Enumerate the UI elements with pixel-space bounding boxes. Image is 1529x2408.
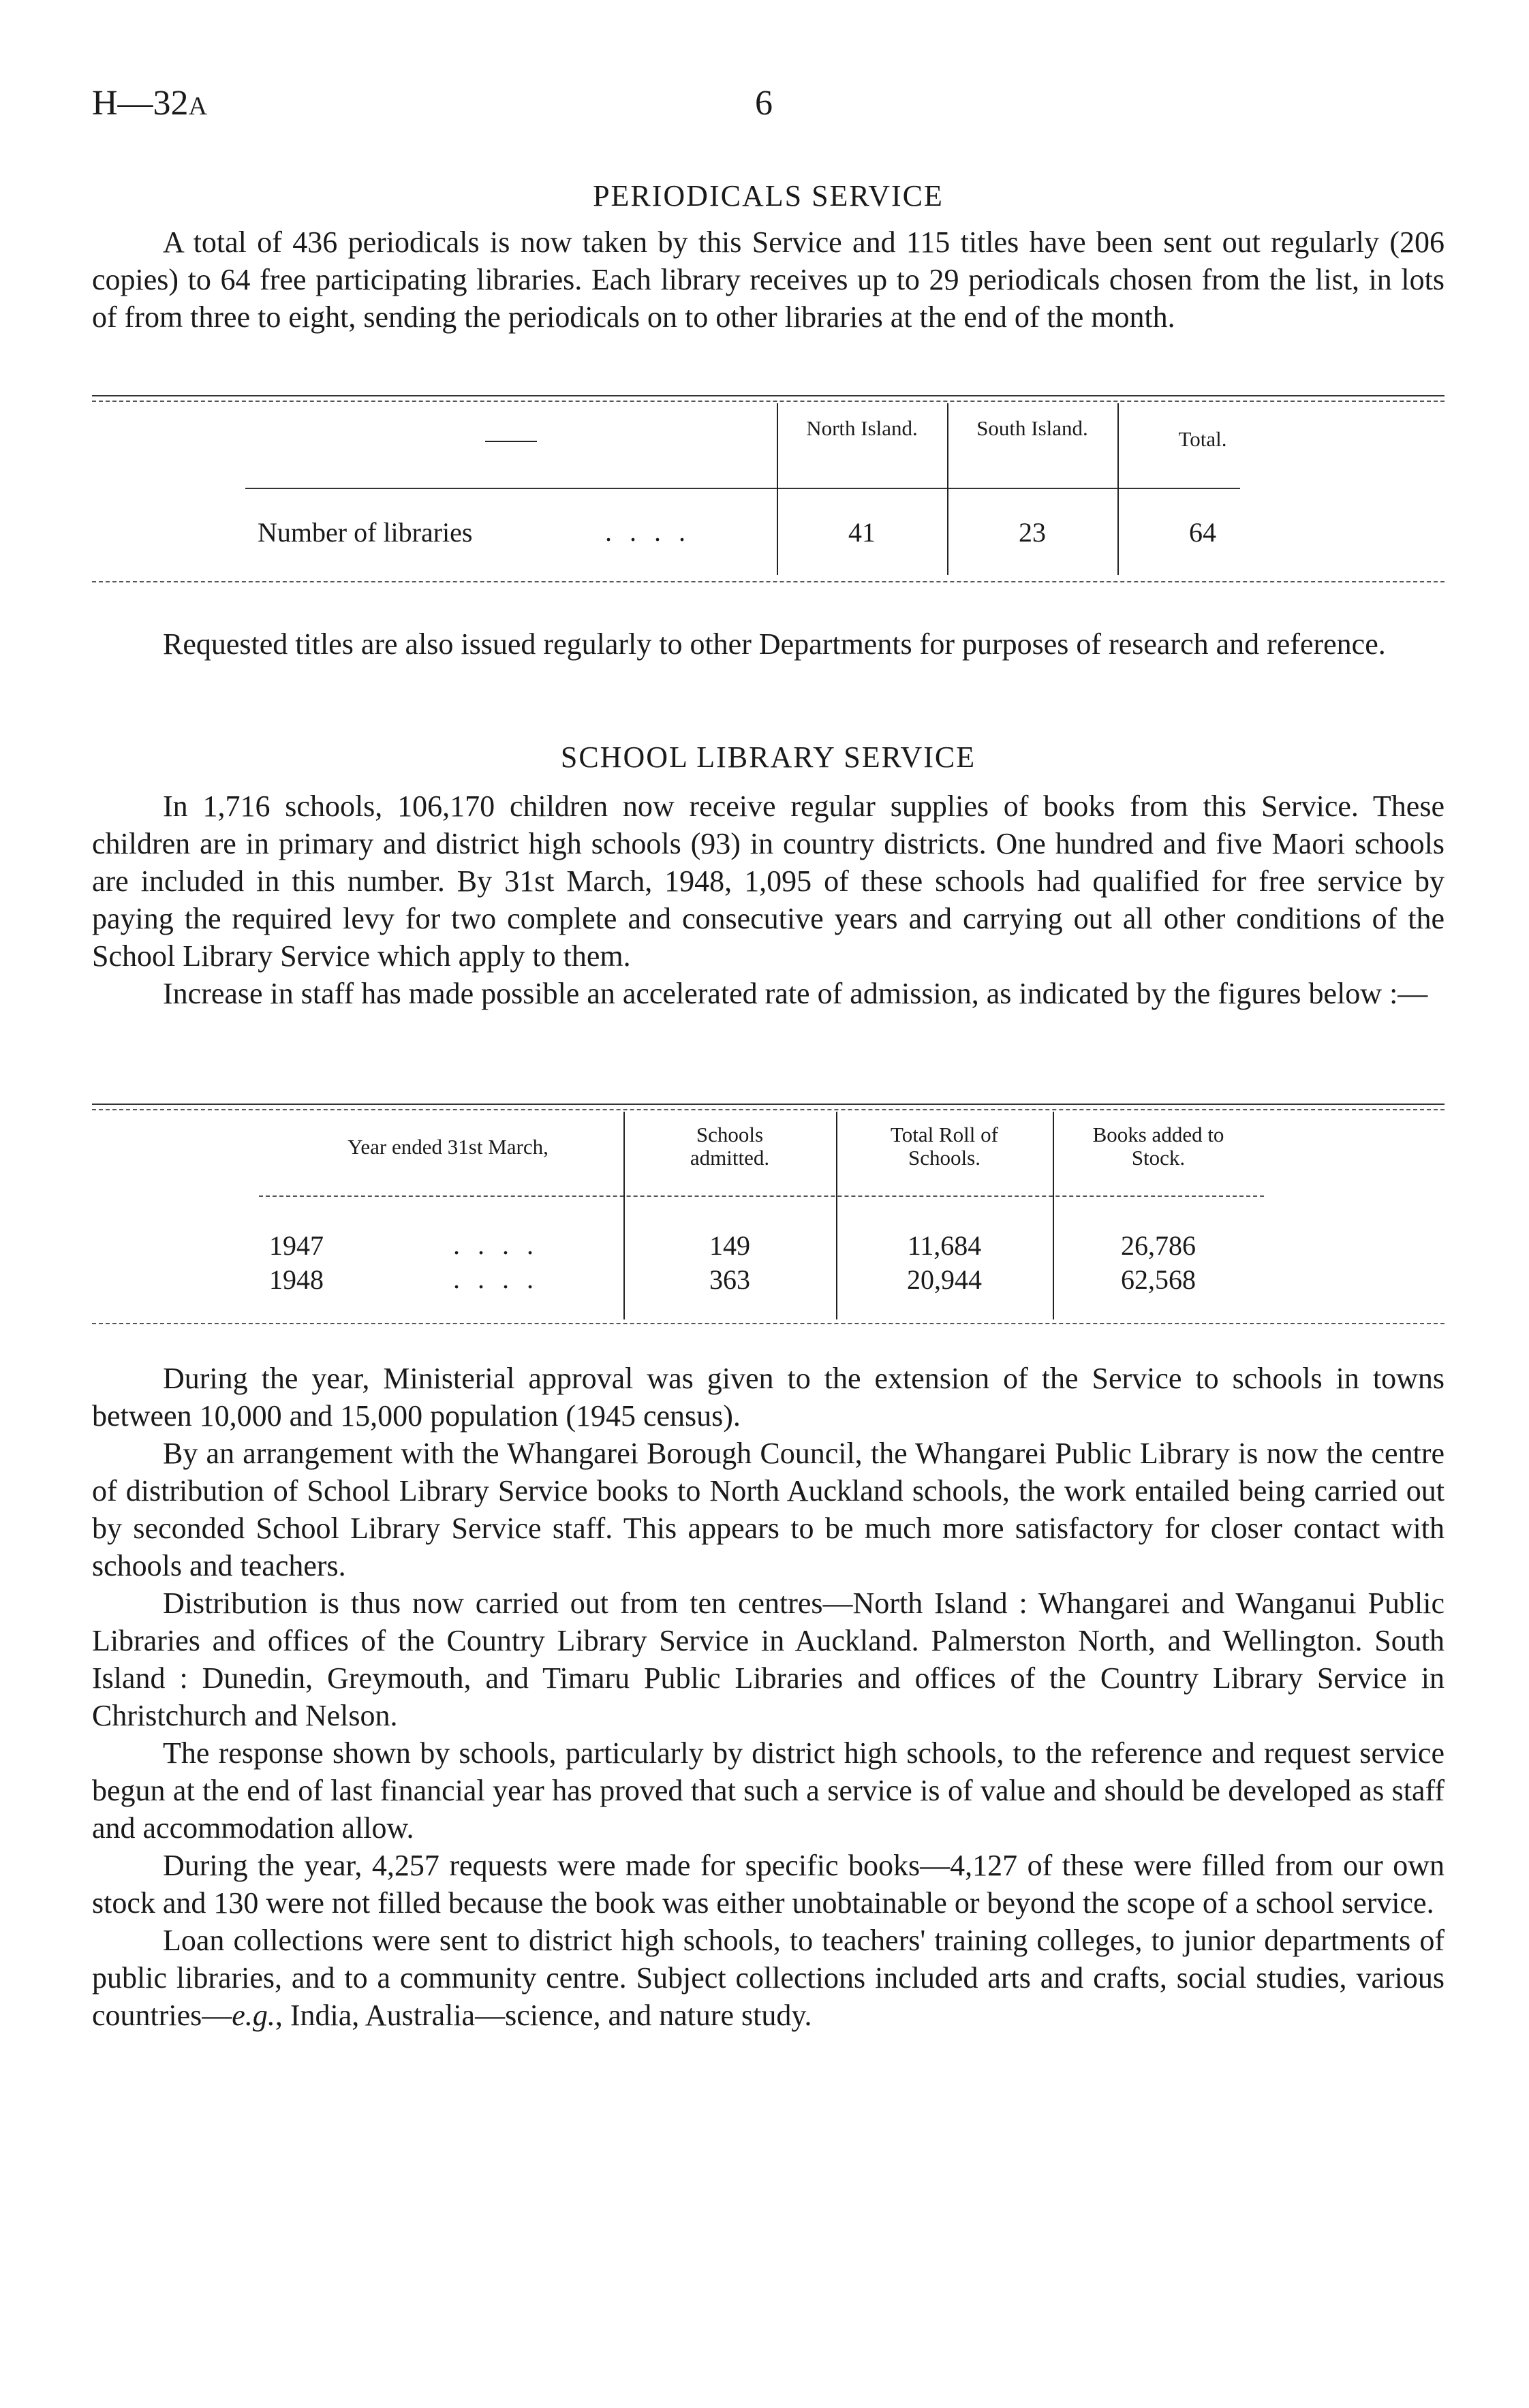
- table1-row-label: Number of libraries: [258, 517, 473, 548]
- school-para-8-start: Loan collections were sent to district high schools, to teachers' training colleges, to junior departments of public libraries, and to a community centre. Subject collections included arts and crafts, social studies, various countries—: [92, 1924, 1445, 2032]
- table2-row-1947-roll: 11,684: [907, 1230, 982, 1261]
- school-para-8: [92, 1922, 1445, 2034]
- table1-top-rule: [92, 395, 1445, 396]
- table2-header-books: Books added to Stock.: [1092, 1123, 1224, 1170]
- school-body-paragraphs: [92, 1360, 1445, 2034]
- table2-header-rule: [259, 1195, 1264, 1197]
- table1-header-south: South Island.: [976, 416, 1088, 440]
- table1-header-rule: [245, 488, 1240, 489]
- table2-row-1948-leader: . . . .: [453, 1264, 539, 1294]
- table1-header-north: North Island.: [806, 416, 918, 440]
- requested-titles-text: Requested titles are also issued regularly to other Departments for purposes of research and reference.: [163, 627, 1386, 661]
- table2-row-1948-roll: 20,944: [907, 1264, 982, 1295]
- table1-top-rule-2: [92, 401, 1445, 402]
- school-para-1: In 1,716 schools, 106,170 children now receive regular supplies of books from this Service. These children are in primary and district high schools (93) in country districts. One hundred and five Maori schools are included in this number. By 31st March, 1948, 1,095 of these schools had qualified for free service by paying the required levy for two complete and consecutive years and carrying out all other conditions of the School Library Service which apply to them.: [92, 789, 1445, 973]
- table1-header-total: Total.: [1178, 427, 1227, 451]
- table2-row-1947-admitted: 149: [709, 1230, 750, 1261]
- table2-bottom-rule: [92, 1323, 1445, 1324]
- periodicals-paragraph: [92, 223, 1445, 336]
- school-para-5: Distribution is thus now carried out from ten centres—North Island : Whangarei and Wanganui Public Libraries and offices of the Country Library Service in Auckland. Palmerston North, and Wellington. South Island : Dunedin, Greymouth, and Timaru Public Libraries and offices of the Country Library Service in Christchurch and Nelson.: [92, 1586, 1445, 1732]
- school-para-8-eg: e.g.: [232, 1999, 275, 2032]
- school-para-4: By an arrangement with the Whangarei Borough Council, the Whangarei Public Library is now the centre of distribution of School Library Service books to North Auckland schools, the work entailed being carried out by seconded School Library Service staff. This appears to be much more satisfactory for closer contact with schools and teachers.: [92, 1437, 1445, 1582]
- table2-top-rule: [92, 1104, 1445, 1105]
- requested-titles-paragraph: [92, 625, 1445, 663]
- periodicals-text: A total of 436 periodicals is now taken by this Service and 115 titles have been sent out regularly (206 copies) to 64 free participating libraries. Each library receives up to 29 periodicals chosen from the list, in lots of from three to eight, sending the periodicals on to other libraries at the end of the month.: [92, 225, 1445, 334]
- table2-header-admitted: Schools admitted.: [690, 1123, 770, 1170]
- table2-row-1947-leader: . . . .: [453, 1230, 539, 1260]
- school-para-8-end: , India, Australia—science, and nature study.: [275, 1999, 812, 2032]
- table1-bottom-rule: [92, 581, 1445, 582]
- periodicals-heading: PERIODICALS SERVICE: [593, 179, 944, 213]
- school-para-6: The response shown by schools, particularly by district high schools, to the reference and request service begun at the end of last financial year has proved that such a service is of value and should be developed as staff and accommodation allow.: [92, 1736, 1445, 1845]
- school-para-2: Increase in staff has made possible an accelerated rate of admission, as indicated by the figures below :—: [163, 977, 1428, 1010]
- school-intro-paragraphs: [92, 787, 1445, 1012]
- school-para-7: During the year, 4,257 requests were made for specific books—4,127 of these were filled from our own stock and 130 were not filled because the book was either unobtainable or beyond the scope of a school service.: [92, 1849, 1445, 1920]
- table1-stub-dash: [485, 441, 537, 442]
- table2-row-1948-admitted: 363: [709, 1264, 750, 1295]
- table2-row-1947-year: 1947: [269, 1230, 324, 1261]
- report-reference: H—32A: [92, 84, 208, 123]
- table2-header-year: Year ended 31st March,: [348, 1135, 549, 1159]
- table1-row-leader: . . . .: [605, 516, 691, 547]
- table2-header-roll: Total Roll of Schools.: [891, 1123, 998, 1170]
- table1-value-north: 41: [848, 517, 876, 548]
- school-para-3: During the year, Ministerial approval was given to the extension of the Service to schools in towns between 10,000 and 15,000 population (1945 census).: [92, 1362, 1445, 1433]
- table2-row-1947-books: 26,786: [1121, 1230, 1196, 1261]
- table1-value-south: 23: [1019, 517, 1046, 548]
- table2-row-1948-year: 1948: [269, 1264, 324, 1295]
- table1-value-total: 64: [1189, 517, 1216, 548]
- table2-top-rule-2: [92, 1109, 1445, 1110]
- page-number: 6: [755, 84, 773, 123]
- school-heading: SCHOOL LIBRARY SERVICE: [560, 740, 976, 774]
- table2-row-1948-books: 62,568: [1121, 1264, 1196, 1295]
